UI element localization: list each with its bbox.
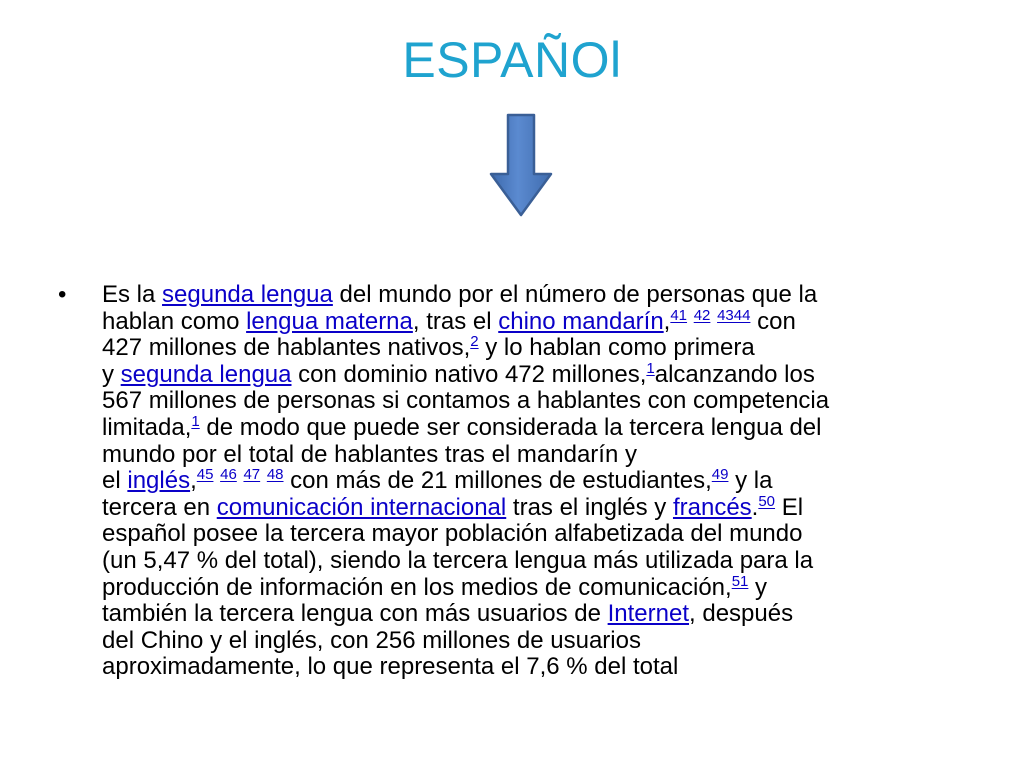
text: limitada, xyxy=(102,413,192,441)
text-line: (un 5,47 % del total), siendo la tercera lengua más utilizada para la xyxy=(102,546,814,574)
reference-link[interactable]: 48 xyxy=(266,466,284,484)
text-line xyxy=(102,468,970,495)
reference-link[interactable]: 2 xyxy=(470,333,479,351)
reference-link[interactable]: 1 xyxy=(191,412,200,430)
text: Es la xyxy=(102,281,163,308)
text-line: aproximadamente, lo que representa el 7,6 % del total xyxy=(102,653,679,681)
text-line xyxy=(102,572,970,602)
slide-title: ESPAÑOl xyxy=(402,32,622,88)
text: El xyxy=(775,493,804,521)
text: con xyxy=(750,307,796,335)
text: hablan como xyxy=(102,307,247,335)
text: , tras el xyxy=(412,307,499,335)
down-arrow-icon xyxy=(488,112,554,218)
reference-link[interactable]: 41 xyxy=(670,306,688,324)
reference-link[interactable]: 51 xyxy=(731,572,749,590)
text-line xyxy=(102,492,970,522)
bullet-list xyxy=(58,282,978,681)
text: con más de 21 millones de estudiantes, xyxy=(283,467,712,495)
link-segunda-lengua[interactable]: segunda lengua xyxy=(162,281,333,308)
text: tras el inglés y xyxy=(506,493,673,521)
paragraph xyxy=(102,282,970,681)
text-line: del Chino y el inglés, con 256 millones de usuarios xyxy=(102,626,641,654)
text-line: mundo por el total de hablantes tras el mandarín y xyxy=(102,440,637,468)
text-line xyxy=(102,282,970,309)
text: y xyxy=(102,360,121,388)
reference-link[interactable]: 47 xyxy=(243,466,261,484)
text: 427 millones de hablantes nativos, xyxy=(102,334,471,362)
reference-link[interactable]: 42 xyxy=(693,306,711,324)
text-line xyxy=(102,412,970,442)
link-chino-mandarin[interactable]: chino mandarín xyxy=(498,307,664,335)
text-line xyxy=(102,359,970,389)
text: y lo hablan como primera xyxy=(478,334,755,362)
reference-link[interactable]: 49 xyxy=(711,466,729,484)
list-item xyxy=(58,282,978,681)
text: producción de información en los medios de comunicación, xyxy=(102,573,732,601)
text: también la tercera lengua con más usuarios de xyxy=(102,600,608,628)
link-comunicacion-internacional[interactable]: comunicación internacional xyxy=(216,493,507,521)
text: tercera en xyxy=(102,493,217,521)
reference-link[interactable]: 4344 xyxy=(717,306,751,324)
text: con dominio nativo 472 millones, xyxy=(291,360,647,388)
text: , xyxy=(190,467,197,495)
link-internet[interactable]: Internet xyxy=(607,600,690,628)
link-lengua-materna[interactable]: lengua materna xyxy=(246,307,413,335)
text-line: español posee la tercera mayor población alfabetizada del mundo xyxy=(102,520,803,548)
reference-link[interactable]: 50 xyxy=(758,492,776,510)
text: y la xyxy=(728,467,773,495)
link-segunda-lengua[interactable]: segunda lengua xyxy=(120,360,292,388)
reference-link[interactable]: 1 xyxy=(646,359,655,377)
text-line: 567 millones de personas si contamos a hablantes con competencia xyxy=(102,387,830,415)
link-ingles[interactable]: inglés xyxy=(127,467,191,495)
bullet-marker: • xyxy=(58,281,67,308)
text: , xyxy=(663,307,671,335)
text: de modo que puede ser considerada la tercera lengua del xyxy=(199,413,822,441)
text-line xyxy=(102,601,970,628)
text: , después xyxy=(689,600,794,628)
text-line xyxy=(102,306,970,336)
text-line xyxy=(102,335,970,362)
link-frances[interactable]: francés xyxy=(672,493,752,521)
reference-link[interactable]: 46 xyxy=(220,466,237,484)
text: del mundo por el número de personas que la xyxy=(332,281,818,308)
text: alcanzando los xyxy=(654,360,815,388)
text: el xyxy=(102,467,128,495)
reference-link[interactable]: 45 xyxy=(196,466,214,484)
text: . xyxy=(751,493,759,521)
text: y xyxy=(748,573,768,601)
